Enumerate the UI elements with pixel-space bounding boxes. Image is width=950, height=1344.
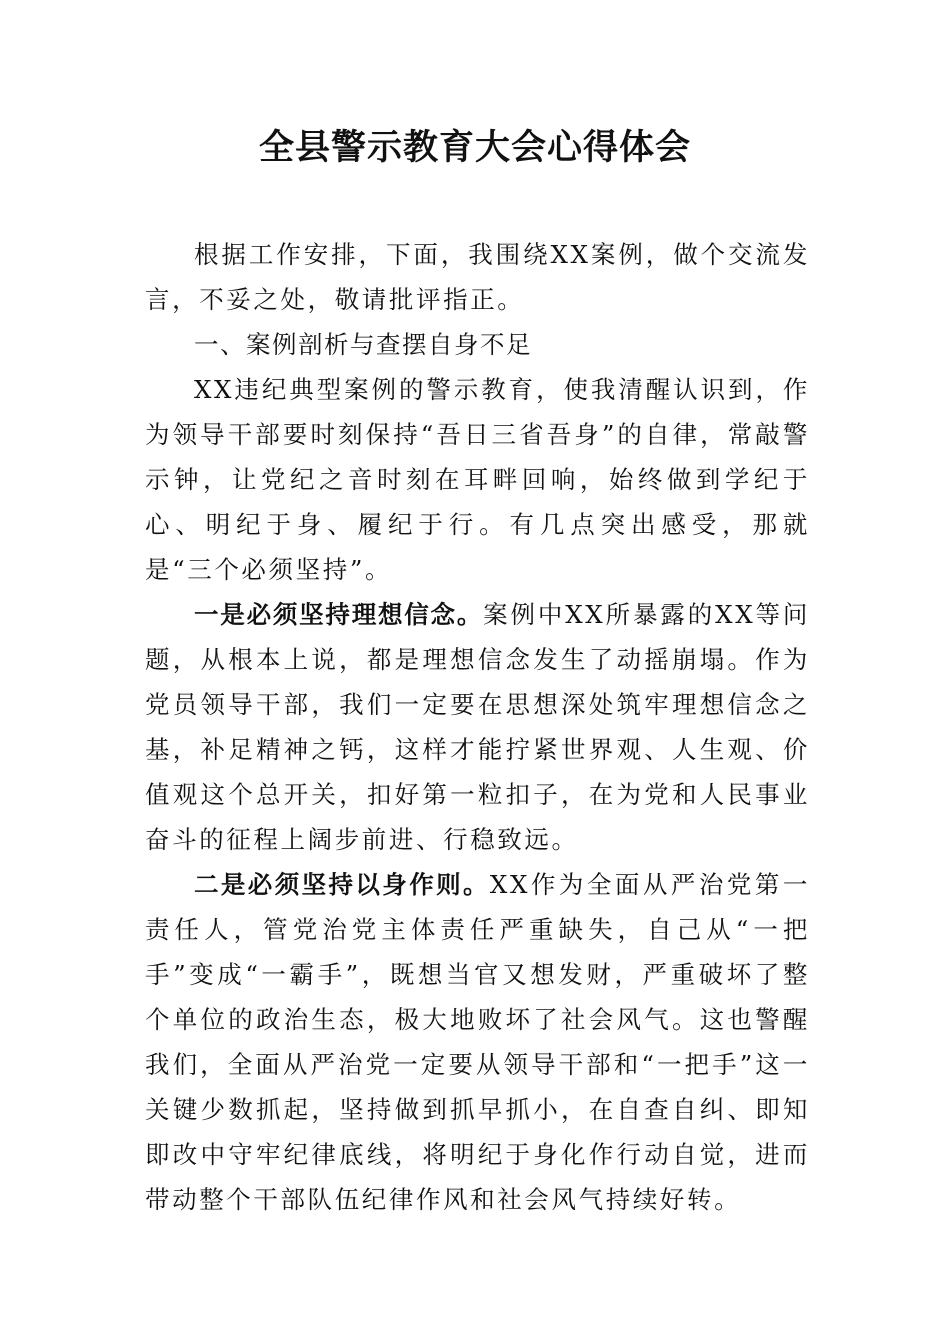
document-body <box>145 232 810 1222</box>
section-heading: 一、案例剖析与查摆自身不足 <box>194 330 532 359</box>
point-two-text: XX作为全面从严治党第一责任人，管党治党主体责任严重缺失，自己从“一把手”变成“一霸手”，既想当官又想发财，严重破坏了整个单位的政治生态，极大地败坏了社会风气。这也警醒我们，全面从严治党一定要从领导干部和“一把手”这一关键少数抓起，坚持做到抓早抓小，在自查自纠、即知即改中守牢纪律底线，将明纪于身化作行动自觉，进而带动整个干部队伍纪律作风和社会风气持续好转。 <box>145 870 810 1214</box>
point-one-lead: 一是必须坚持理想信念。 <box>194 600 484 629</box>
section-paragraph: XX违纪典型案例的警示教育，使我清醒认识到，作为领导干部要时刻保持“吾日三省吾身”的自律，常敲警示钟，让党纪之音时刻在耳畔回响，始终做到学纪于心、明纪于身、履纪于行。有几点突出感受，那就是“三个必须坚持”。 <box>145 375 810 584</box>
point-two-paragraph <box>145 862 810 1222</box>
point-one-text: 案例中XX所暴露的XX等问题，从根本上说，都是理想信念发生了动摇崩塌。作为党员领导干部，我们一定要在思想深处筑牢理想信念之基，补足精神之钙，这样才能拧紧世界观、人生观、价值观这个总开关，扣好第一粒扣子，在为党和人民事业奋斗的征程上阔步前进、行稳致远。 <box>145 600 810 854</box>
point-one-paragraph <box>145 592 810 862</box>
point-two-lead: 二是必须坚持以身作则。 <box>194 870 490 899</box>
intro-paragraph: 根据工作安排，下面，我围绕XX案例，做个交流发言，不妥之处，敬请批评指正。 <box>145 240 810 314</box>
document-title: 全县警示教育大会心得体会 <box>258 127 691 168</box>
